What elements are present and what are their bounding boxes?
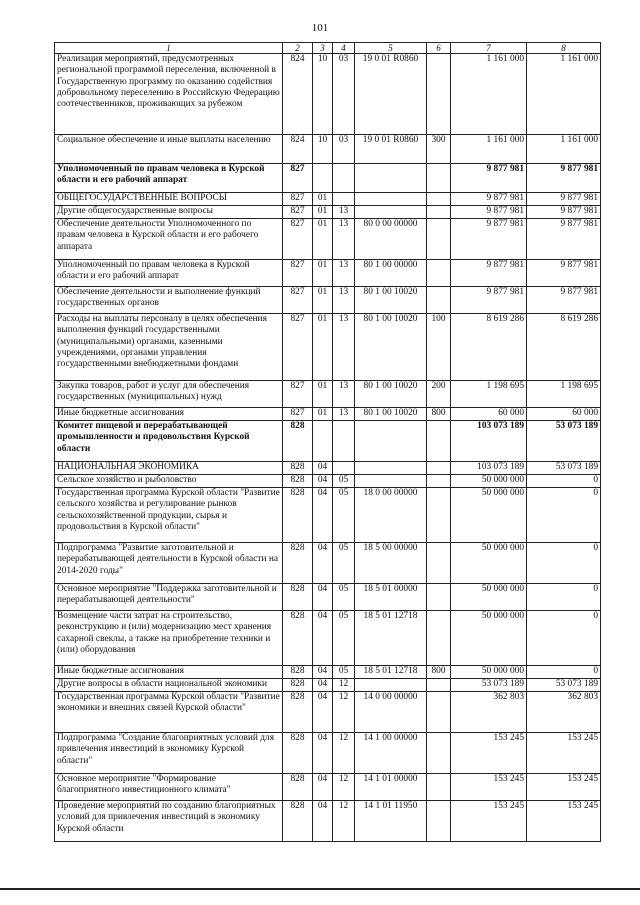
row-subsection-cell: 13 [333, 219, 355, 260]
row-expense-type-cell [427, 164, 451, 193]
row-target-code-cell: 80 1 00 00000 [355, 260, 427, 287]
table-row [55, 219, 601, 260]
table-row [55, 475, 601, 488]
row-target-code-cell: 14 0 00 00000 [355, 692, 427, 733]
row-ministry-code-cell: 828 [283, 584, 313, 611]
page-bottom-rule [0, 888, 640, 890]
row-subsection-cell [333, 421, 355, 462]
row-name-cell: Возмещение части затрат на строительство, реконструкцию и (или) модернизацию мест хранения сахарной свеклы, а также на приобретение техники и (или) оборудования [55, 611, 283, 666]
row-ministry-code-cell: 828 [283, 462, 313, 475]
row-amount-year2-cell: 153 245 [527, 774, 601, 801]
row-name-cell: Расходы на выплаты персоналу в целях обеспечения выполнения функций государственными (муниципальными) органами, казенными учреждениями, органами управления государственными внебюджетными фондами [55, 314, 283, 381]
table-row [55, 584, 601, 611]
row-amount-year1-cell: 9 877 981 [451, 193, 527, 206]
row-amount-year2-cell: 153 245 [527, 801, 601, 842]
row-amount-year2-cell: 9 877 981 [527, 164, 601, 193]
row-amount-year1-cell: 153 245 [451, 774, 527, 801]
col-header: 8 [527, 43, 601, 54]
row-target-code-cell [355, 475, 427, 488]
row-target-code-cell [355, 193, 427, 206]
row-expense-type-cell [427, 584, 451, 611]
row-section-cell: 10 [313, 54, 333, 135]
row-ministry-code-cell: 828 [283, 679, 313, 692]
table-row [55, 135, 601, 164]
row-ministry-code-cell: 827 [283, 260, 313, 287]
row-target-code-cell: 80 0 00 00000 [355, 219, 427, 260]
row-amount-year2-cell: 0 [527, 666, 601, 679]
row-section-cell: 04 [313, 679, 333, 692]
row-section-cell [313, 164, 333, 193]
row-expense-type-cell [427, 54, 451, 135]
row-ministry-code-cell: 828 [283, 421, 313, 462]
row-section-cell: 01 [313, 193, 333, 206]
row-ministry-code-cell: 827 [283, 193, 313, 206]
row-name-cell: Реализация мероприятий, предусмотренных региональной программой переселения, включенной в Государственную программу по оказанию содействия добровольному переселению в Российскую Федерацию соотечественников, проживающих за рубежом [55, 54, 283, 135]
row-amount-year2-cell: 153 245 [527, 733, 601, 774]
row-ministry-code-cell: 827 [283, 287, 313, 314]
table-row [55, 462, 601, 475]
row-section-cell: 04 [313, 584, 333, 611]
row-section-cell: 01 [313, 287, 333, 314]
row-subsection-cell: 13 [333, 381, 355, 408]
row-name-cell: Проведение мероприятий по созданию благоприятных условий для привлечения инвестиций в экономику Курской области [55, 801, 283, 842]
row-expense-type-cell: 800 [427, 408, 451, 421]
row-amount-year2-cell: 0 [527, 475, 601, 488]
row-expense-type-cell [427, 193, 451, 206]
row-amount-year2-cell: 9 877 981 [527, 219, 601, 260]
row-amount-year1-cell: 50 000 000 [451, 584, 527, 611]
row-section-cell: 04 [313, 733, 333, 774]
table-header-row [55, 43, 601, 54]
row-expense-type-cell: 300 [427, 135, 451, 164]
row-expense-type-cell [427, 260, 451, 287]
row-name-cell: Другие общегосударственные вопросы [55, 206, 283, 219]
row-ministry-code-cell: 827 [283, 314, 313, 381]
row-target-code-cell: 14 1 00 00000 [355, 733, 427, 774]
row-section-cell: 01 [313, 260, 333, 287]
row-ministry-code-cell: 828 [283, 666, 313, 679]
row-expense-type-cell [427, 219, 451, 260]
row-expense-type-cell: 800 [427, 666, 451, 679]
row-subsection-cell: 05 [333, 488, 355, 543]
row-subsection-cell [333, 462, 355, 475]
row-ministry-code-cell: 828 [283, 611, 313, 666]
row-section-cell [313, 421, 333, 462]
row-name-cell: Подпрограмма "Создание благоприятных условий для привлечения инвестиций в экономику Курской области" [55, 733, 283, 774]
row-expense-type-cell [427, 611, 451, 666]
row-expense-type-cell [427, 774, 451, 801]
row-ministry-code-cell: 827 [283, 381, 313, 408]
row-subsection-cell: 05 [333, 611, 355, 666]
row-target-code-cell: 80 1 00 10020 [355, 314, 427, 381]
row-section-cell: 04 [313, 475, 333, 488]
row-amount-year2-cell: 8 619 286 [527, 314, 601, 381]
row-subsection-cell: 05 [333, 475, 355, 488]
row-amount-year1-cell: 153 245 [451, 801, 527, 842]
table-row [55, 679, 601, 692]
row-section-cell: 04 [313, 488, 333, 543]
row-subsection-cell: 05 [333, 543, 355, 584]
col-header: 2 [283, 43, 313, 54]
table-row [55, 488, 601, 543]
row-subsection-cell: 05 [333, 584, 355, 611]
row-amount-year1-cell: 103 073 189 [451, 421, 527, 462]
row-subsection-cell: 12 [333, 733, 355, 774]
table-row [55, 692, 601, 733]
row-amount-year2-cell: 9 877 981 [527, 287, 601, 314]
row-target-code-cell: 80 1 00 10020 [355, 408, 427, 421]
row-section-cell: 04 [313, 774, 333, 801]
row-ministry-code-cell: 824 [283, 54, 313, 135]
row-ministry-code-cell: 828 [283, 543, 313, 584]
table-row [55, 381, 601, 408]
row-amount-year2-cell: 53 073 189 [527, 421, 601, 462]
row-section-cell: 04 [313, 543, 333, 584]
row-amount-year1-cell: 9 877 981 [451, 260, 527, 287]
row-target-code-cell [355, 164, 427, 193]
col-header: 3 [313, 43, 333, 54]
row-name-cell: Государственная программа Курской области "Развитие сельского хозяйства и регулирование рынков сельскохозяйственной продукции, сырья и продовольствия в Курской области" [55, 488, 283, 543]
row-name-cell: Обеспечение деятельности и выполнение функций государственных органов [55, 287, 283, 314]
row-name-cell: Иные бюджетные ассигнования [55, 666, 283, 679]
table-row [55, 314, 601, 381]
row-target-code-cell: 80 1 00 10020 [355, 287, 427, 314]
row-section-cell: 01 [313, 408, 333, 421]
row-expense-type-cell [427, 801, 451, 842]
row-ministry-code-cell: 827 [283, 206, 313, 219]
table-row [55, 774, 601, 801]
row-amount-year1-cell: 50 000 000 [451, 488, 527, 543]
row-amount-year1-cell: 53 073 189 [451, 679, 527, 692]
row-ministry-code-cell: 828 [283, 774, 313, 801]
row-expense-type-cell [427, 692, 451, 733]
row-amount-year1-cell: 153 245 [451, 733, 527, 774]
row-subsection-cell: 12 [333, 801, 355, 842]
row-amount-year1-cell: 1 161 000 [451, 135, 527, 164]
row-amount-year2-cell: 362 803 [527, 692, 601, 733]
row-subsection-cell: 03 [333, 54, 355, 135]
col-header: 7 [451, 43, 527, 54]
row-ministry-code-cell: 828 [283, 733, 313, 774]
row-target-code-cell [355, 206, 427, 219]
row-amount-year1-cell: 362 803 [451, 692, 527, 733]
row-amount-year1-cell: 1 198 695 [451, 381, 527, 408]
table-row [55, 287, 601, 314]
row-section-cell: 04 [313, 801, 333, 842]
table-row [55, 611, 601, 666]
table-row [55, 54, 601, 135]
row-name-cell: Социальное обеспечение и иные выплаты населению [55, 135, 283, 164]
table-row [55, 421, 601, 462]
row-expense-type-cell [427, 488, 451, 543]
col-header: 4 [333, 43, 355, 54]
row-ministry-code-cell: 828 [283, 692, 313, 733]
row-subsection-cell: 12 [333, 679, 355, 692]
row-name-cell: Сельское хозяйство и рыболовство [55, 475, 283, 488]
row-amount-year2-cell: 0 [527, 543, 601, 584]
page-number: 101 [311, 22, 329, 34]
row-amount-year1-cell: 103 073 189 [451, 462, 527, 475]
row-ministry-code-cell: 828 [283, 488, 313, 543]
row-amount-year2-cell: 1 198 695 [527, 381, 601, 408]
row-name-cell: Иные бюджетные ассигнования [55, 408, 283, 421]
row-name-cell: Обеспечение деятельности Уполномоченного по правам человека в Курской области и его рабочего аппарата [55, 219, 283, 260]
row-subsection-cell: 13 [333, 408, 355, 421]
row-name-cell: Основное мероприятие "Формирование благоприятного инвестиционного климата" [55, 774, 283, 801]
row-name-cell: Уполномоченный по правам человека в Курской области и его рабочий аппарат [55, 164, 283, 193]
row-expense-type-cell [427, 287, 451, 314]
row-target-code-cell: 19 0 01 R0860 [355, 54, 427, 135]
row-ministry-code-cell: 828 [283, 801, 313, 842]
row-section-cell: 04 [313, 462, 333, 475]
row-ministry-code-cell: 827 [283, 219, 313, 260]
row-target-code-cell: 18 0 00 00000 [355, 488, 427, 543]
row-expense-type-cell: 200 [427, 381, 451, 408]
row-section-cell: 10 [313, 135, 333, 164]
row-name-cell: НАЦИОНАЛЬНАЯ ЭКОНОМИКА [55, 462, 283, 475]
row-target-code-cell: 18 5 01 00000 [355, 584, 427, 611]
row-amount-year1-cell: 9 877 981 [451, 164, 527, 193]
row-name-cell: Основное мероприятие "Поддержка заготовительной и перерабатывающей деятельности" [55, 584, 283, 611]
table-row [55, 260, 601, 287]
row-section-cell: 04 [313, 692, 333, 733]
row-amount-year2-cell: 53 073 189 [527, 462, 601, 475]
row-target-code-cell: 80 1 00 10020 [355, 381, 427, 408]
row-section-cell: 01 [313, 219, 333, 260]
row-name-cell: Комитет пищевой и перерабатывающей промышленности и продовольствия Курской области [55, 421, 283, 462]
row-amount-year2-cell: 0 [527, 488, 601, 543]
row-section-cell: 01 [313, 381, 333, 408]
row-amount-year1-cell: 50 000 000 [451, 611, 527, 666]
table-row [55, 408, 601, 421]
row-amount-year1-cell: 60 000 [451, 408, 527, 421]
row-target-code-cell [355, 679, 427, 692]
row-expense-type-cell [427, 421, 451, 462]
table-row [55, 164, 601, 193]
row-expense-type-cell [427, 679, 451, 692]
table-row [55, 801, 601, 842]
row-amount-year1-cell: 50 000 000 [451, 666, 527, 679]
row-name-cell: Подпрограмма "Развитие заготовительной и перерабатывающей деятельности в Курской области на 2014-2020 годы" [55, 543, 283, 584]
table-row [55, 543, 601, 584]
row-amount-year2-cell: 1 161 000 [527, 135, 601, 164]
row-ministry-code-cell: 828 [283, 475, 313, 488]
row-amount-year2-cell: 9 877 981 [527, 193, 601, 206]
row-amount-year1-cell: 9 877 981 [451, 219, 527, 260]
row-amount-year1-cell: 9 877 981 [451, 287, 527, 314]
row-subsection-cell [333, 193, 355, 206]
row-amount-year2-cell: 9 877 981 [527, 206, 601, 219]
row-target-code-cell: 18 5 01 12718 [355, 666, 427, 679]
row-subsection-cell: 05 [333, 666, 355, 679]
row-target-code-cell: 14 1 01 00000 [355, 774, 427, 801]
row-expense-type-cell [427, 206, 451, 219]
row-amount-year1-cell: 50 000 000 [451, 543, 527, 584]
row-section-cell: 04 [313, 611, 333, 666]
row-subsection-cell: 13 [333, 206, 355, 219]
row-subsection-cell: 12 [333, 692, 355, 733]
row-subsection-cell: 13 [333, 260, 355, 287]
row-amount-year1-cell: 8 619 286 [451, 314, 527, 381]
row-expense-type-cell [427, 543, 451, 584]
row-expense-type-cell [427, 733, 451, 774]
row-expense-type-cell [427, 462, 451, 475]
row-ministry-code-cell: 824 [283, 135, 313, 164]
row-subsection-cell: 12 [333, 774, 355, 801]
row-name-cell: Уполномоченный по правам человека в Курской области и его рабочий аппарат [55, 260, 283, 287]
table-row [55, 206, 601, 219]
row-amount-year1-cell: 1 161 000 [451, 54, 527, 135]
row-target-code-cell: 14 1 01 11950 [355, 801, 427, 842]
col-header: 6 [427, 43, 451, 54]
row-ministry-code-cell: 827 [283, 164, 313, 193]
row-amount-year2-cell: 0 [527, 611, 601, 666]
row-amount-year2-cell: 60 000 [527, 408, 601, 421]
row-section-cell: 01 [313, 314, 333, 381]
row-section-cell: 04 [313, 666, 333, 679]
row-subsection-cell: 13 [333, 314, 355, 381]
row-amount-year1-cell: 50 000 000 [451, 475, 527, 488]
col-header: 1 [55, 43, 283, 54]
row-subsection-cell [333, 164, 355, 193]
table-row [55, 666, 601, 679]
row-amount-year1-cell: 9 877 981 [451, 206, 527, 219]
row-target-code-cell: 18 5 01 12718 [355, 611, 427, 666]
row-target-code-cell [355, 462, 427, 475]
col-header: 5 [355, 43, 427, 54]
row-amount-year2-cell: 9 877 981 [527, 260, 601, 287]
row-section-cell: 01 [313, 206, 333, 219]
row-amount-year2-cell: 1 161 000 [527, 54, 601, 135]
row-name-cell: Государственная программа Курской области "Развитие экономики и внешних связей Курской области" [55, 692, 283, 733]
row-target-code-cell: 19 0 01 R0860 [355, 135, 427, 164]
table-row [55, 733, 601, 774]
row-amount-year2-cell: 0 [527, 584, 601, 611]
row-name-cell: Закупка товаров, работ и услуг для обеспечения государственных (муниципальных) нужд [55, 381, 283, 408]
row-ministry-code-cell: 827 [283, 408, 313, 421]
row-target-code-cell [355, 421, 427, 462]
row-amount-year2-cell: 53 073 189 [527, 679, 601, 692]
row-name-cell: ОБЩЕГОСУДАРСТВЕННЫЕ ВОПРОСЫ [55, 193, 283, 206]
row-subsection-cell: 13 [333, 287, 355, 314]
table-row [55, 193, 601, 206]
row-target-code-cell: 18 5 00 00000 [355, 543, 427, 584]
row-expense-type-cell [427, 475, 451, 488]
row-subsection-cell: 03 [333, 135, 355, 164]
budget-table [54, 42, 601, 842]
row-expense-type-cell: 100 [427, 314, 451, 381]
row-name-cell: Другие вопросы в области национальной экономики [55, 679, 283, 692]
